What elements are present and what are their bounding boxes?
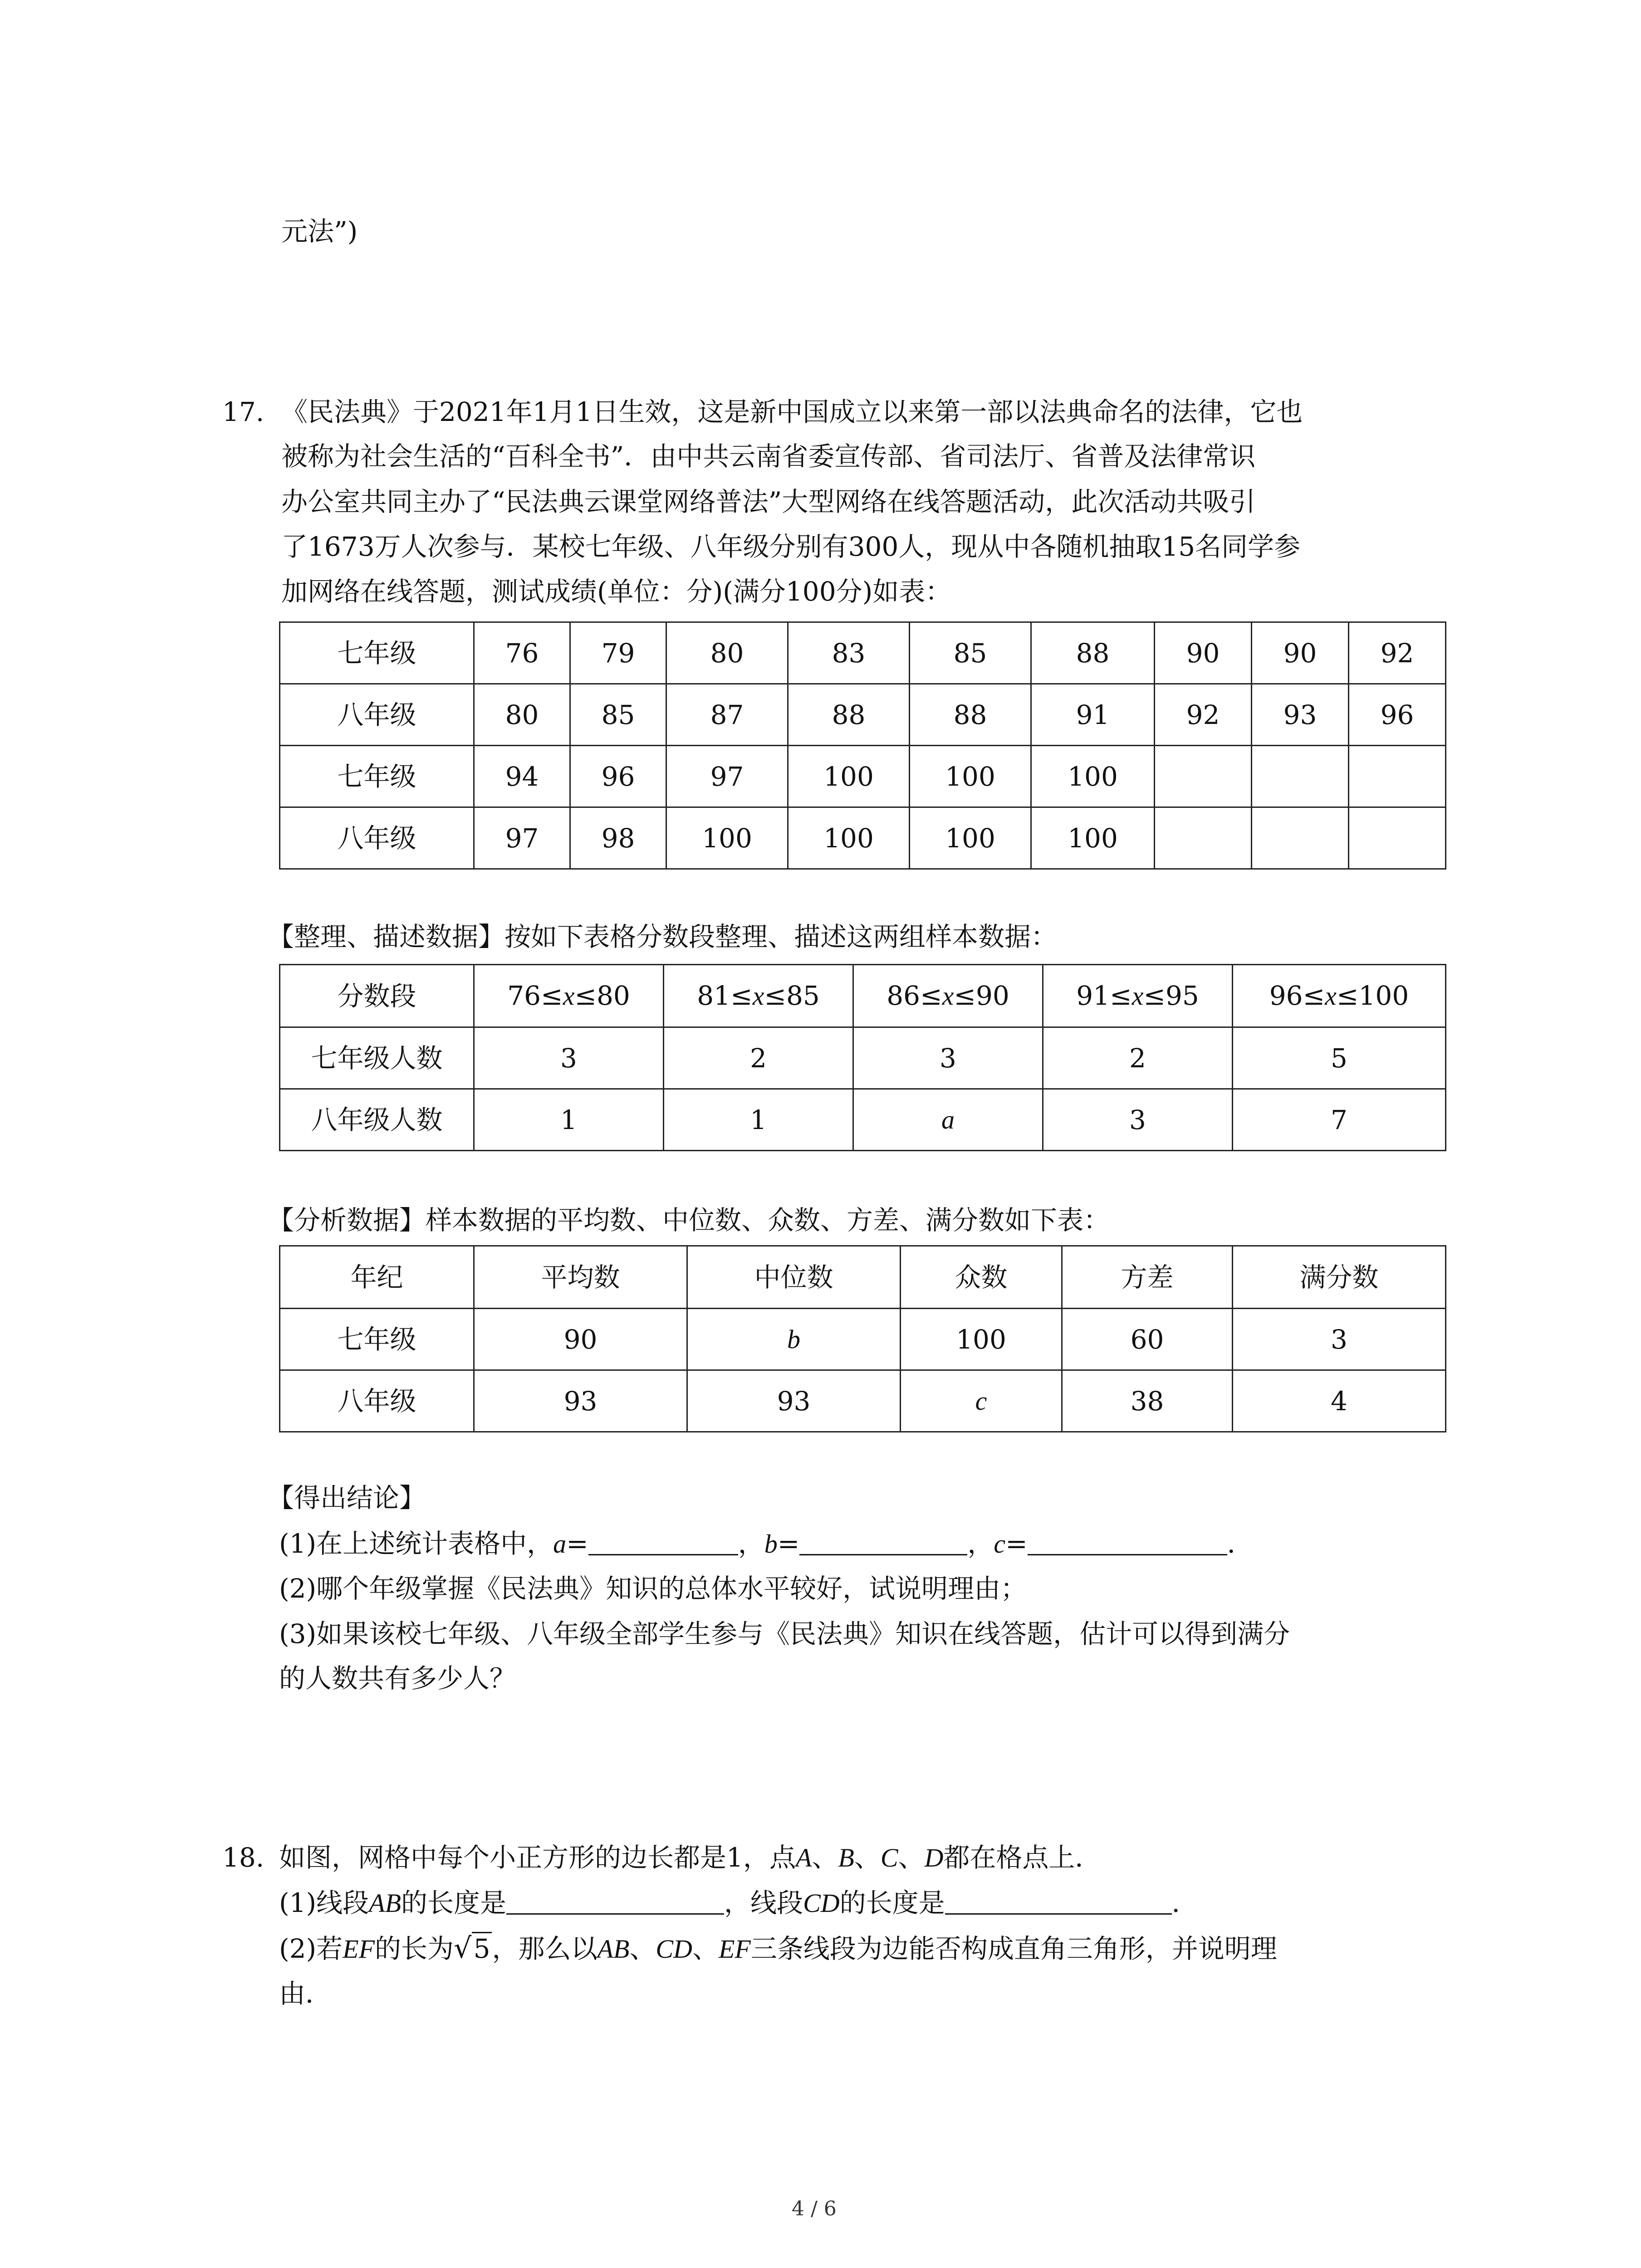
header-cell: 中位数	[687, 1246, 901, 1309]
section-title-organize: 【整理、描述数据】按如下表格分数段整理、描述这两组样本数据：	[268, 921, 1058, 952]
row-label: 八年级	[280, 807, 474, 869]
score-cell: 97	[666, 746, 788, 807]
count-cell: 3	[1043, 1089, 1233, 1151]
score-cell: 88	[1031, 622, 1155, 684]
answer-blank-ab[interactable]	[506, 1886, 724, 1915]
sub-question-text: (1)在上述统计表格中，	[279, 1528, 554, 1559]
sub-question-1: (1)线段AB的长度是 ，线段CD的长度是 ．	[279, 1885, 1198, 1921]
count-cell: 3	[474, 1027, 664, 1089]
score-cell: 80	[474, 684, 570, 746]
question-number: 17.	[222, 396, 265, 427]
var-c: c	[994, 1529, 1006, 1559]
score-cell: 83	[788, 622, 910, 684]
score-cell: 92	[1155, 684, 1252, 746]
range-cell: 76≤x≤80	[474, 965, 664, 1027]
score-cell	[1252, 807, 1349, 869]
score-cell: 90	[1155, 622, 1252, 684]
answer-blank-c[interactable]	[1028, 1527, 1227, 1555]
row-label: 七年级	[280, 746, 474, 807]
score-cell: 96	[570, 746, 666, 807]
score-cell	[1155, 807, 1252, 869]
score-cell: 76	[474, 622, 570, 684]
score-cell: 85	[910, 622, 1031, 684]
sub-question-2-cont: 由．	[279, 1978, 332, 2009]
header-cell: 分数段	[280, 965, 474, 1027]
row-label: 七年级	[280, 622, 474, 684]
var-b: b	[764, 1529, 778, 1559]
table-row	[280, 1027, 1446, 1089]
stat-cell-unknown-c: c	[901, 1370, 1062, 1432]
answer-blank-b[interactable]	[799, 1527, 967, 1555]
score-ranges-table	[279, 964, 1446, 1151]
page-number: 4 / 6	[792, 2197, 837, 2220]
count-cell: 1	[664, 1089, 853, 1151]
row-label: 八年级人数	[280, 1089, 474, 1151]
score-cell: 97	[474, 807, 570, 869]
sub-question-1: (1)在上述统计表格中，a= ，b= ，c= ．	[279, 1525, 1254, 1562]
sub-question-2: (2)若EF的长为√5，那么以AB、CD、EF三条线段为边能否构成直角三角形，并说明理	[279, 1930, 1277, 1967]
score-cell: 98	[570, 807, 666, 869]
question-text-line: 被称为社会生活的“百科全书”．由中共云南省委宣传部、省司法厅、省普及法律常识	[281, 441, 1256, 472]
count-cell: 1	[474, 1089, 664, 1151]
question-text-line: 如图，网格中每个小正方形的边长都是1，点A、B、C、D都在格点上．	[279, 1842, 1102, 1873]
sub-question-2: (2)哪个年级掌握《民法典》知识的总体水平较好，试说明理由；	[279, 1573, 1027, 1604]
table-row	[280, 1370, 1446, 1432]
header-cell: 满分数	[1233, 1246, 1446, 1309]
answer-blank-cd[interactable]	[945, 1886, 1172, 1915]
score-cell: 90	[1252, 622, 1349, 684]
score-cell: 92	[1349, 622, 1446, 684]
count-cell: 2	[1043, 1027, 1233, 1089]
stat-cell: 3	[1233, 1309, 1446, 1370]
score-cell: 100	[910, 807, 1031, 869]
sub-question-3-cont: 的人数共有多少人？	[279, 1663, 516, 1694]
stat-cell: 38	[1062, 1370, 1233, 1432]
score-cell: 88	[910, 684, 1031, 746]
answer-blank-a[interactable]	[588, 1527, 738, 1555]
header-cell: 众数	[901, 1246, 1062, 1309]
score-cell: 79	[570, 622, 666, 684]
score-cell: 80	[666, 622, 788, 684]
score-cell: 100	[1031, 746, 1155, 807]
range-cell: 86≤x≤90	[853, 965, 1043, 1027]
score-cell: 100	[666, 807, 788, 869]
range-cell: 96≤x≤100	[1233, 965, 1446, 1027]
header-cell: 平均数	[474, 1246, 687, 1309]
table-row	[280, 1089, 1446, 1151]
question-number: 18.	[222, 1842, 265, 1873]
count-cell: 5	[1233, 1027, 1446, 1089]
section-title-analyze: 【分析数据】样本数据的平均数、中位数、众数、方差、满分数如下表：	[268, 1205, 1110, 1236]
stat-cell: 60	[1062, 1309, 1233, 1370]
question-text-line: 办公室共同主办了“民法典云课堂网络普法”大型网络在线答题活动，此次活动共吸引	[281, 486, 1256, 517]
table-row	[280, 1309, 1446, 1370]
row-label: 七年级	[280, 1309, 474, 1370]
score-cell: 100	[788, 807, 910, 869]
row-label: 八年级	[280, 684, 474, 746]
score-cell: 85	[570, 684, 666, 746]
score-cell: 100	[1031, 807, 1155, 869]
score-cell: 88	[788, 684, 910, 746]
row-label: 八年级	[280, 1370, 474, 1432]
score-cell	[1349, 746, 1446, 807]
var-a: a	[553, 1529, 567, 1559]
table-row	[280, 622, 1446, 684]
score-cell: 100	[910, 746, 1031, 807]
sqrt-expression: √5	[454, 1930, 492, 1967]
stats-table	[279, 1245, 1446, 1432]
range-cell: 91≤x≤95	[1043, 965, 1233, 1027]
score-cell: 100	[788, 746, 910, 807]
range-cell: 81≤x≤85	[664, 965, 853, 1027]
table-row	[280, 965, 1446, 1027]
score-cell: 91	[1031, 684, 1155, 746]
sub-question-3: (3)如果该校七年级、八年级全部学生参与《民法典》知识在线答题，估计可以得到满分	[279, 1618, 1290, 1649]
count-cell: 3	[853, 1027, 1043, 1089]
question-text-line: 了1673万人次参与．某校七年级、八年级分别有300人，现从中各随机抽取15名同学参	[281, 531, 1301, 562]
score-cell: 96	[1349, 684, 1446, 746]
stat-cell: 93	[474, 1370, 687, 1432]
table-row	[280, 684, 1446, 746]
scores-table	[279, 621, 1446, 870]
table-row	[280, 1246, 1446, 1309]
previous-question-tail: 元法”)	[281, 216, 358, 247]
row-label: 七年级人数	[280, 1027, 474, 1089]
score-cell	[1349, 807, 1446, 869]
question-text-line: 《民法典》于2021年1月1日生效，这是新中国成立以来第一部以法典命名的法律，它也	[281, 396, 1303, 427]
score-cell	[1155, 746, 1252, 807]
question-text-line: 加网络在线答题，测试成绩(单位：分)(满分100分)如表：	[281, 576, 952, 607]
count-cell: 2	[664, 1027, 853, 1089]
section-title-conclusion: 【得出结论】	[268, 1482, 426, 1513]
header-cell: 年纪	[280, 1246, 474, 1309]
score-cell: 94	[474, 746, 570, 807]
count-cell-unknown-a: a	[853, 1089, 1043, 1151]
score-cell: 93	[1252, 684, 1349, 746]
stat-cell: 4	[1233, 1370, 1446, 1432]
table-row	[280, 746, 1446, 807]
stat-cell: 93	[687, 1370, 901, 1432]
count-cell: 7	[1233, 1089, 1446, 1151]
header-cell: 方差	[1062, 1246, 1233, 1309]
stat-cell-unknown-b: b	[687, 1309, 901, 1370]
score-cell	[1252, 746, 1349, 807]
score-cell: 87	[666, 684, 788, 746]
table-row	[280, 807, 1446, 869]
stat-cell: 100	[901, 1309, 1062, 1370]
stat-cell: 90	[474, 1309, 687, 1370]
